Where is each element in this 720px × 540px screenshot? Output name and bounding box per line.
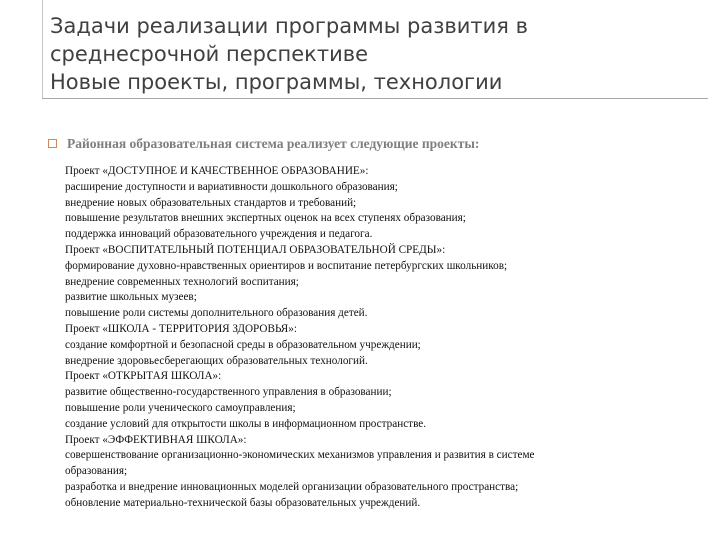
list-item: создание комфортной и безопасной среды в образовательном учреждении; xyxy=(65,338,421,351)
slide-title xyxy=(50,12,690,96)
list-item: внедрение здоровьесберегающих образовательных технологий. xyxy=(65,354,368,367)
list-item: обновление материально-технической базы образовательных учреждений. xyxy=(65,496,421,509)
list-item: внедрение современных технологий воспитания; xyxy=(65,275,299,288)
slide-subtitle: Районная образовательная система реализует следующие проекты: xyxy=(67,136,480,151)
project-list xyxy=(65,164,715,512)
list-item: расширение доступности и вариативности дошкольного образования; xyxy=(65,180,398,193)
title-line-1: Задачи реализации программы развития в xyxy=(50,14,528,38)
project-heading: Проект «ОТКРЫТАЯ ШКОЛА»: xyxy=(65,370,222,383)
list-item: развитие школьных музеев; xyxy=(65,291,197,304)
list-item: формирование духовно-нравственных ориентиров и воспитание петербургских школьников; xyxy=(65,259,508,272)
list-item: разработка и внедрение инновационных моделей организации образовательного пространства; xyxy=(65,480,519,493)
title-line-2: среднесрочной перспективе xyxy=(50,42,369,66)
project-heading: Проект «ЭФФЕКТИВНАЯ ШКОЛА»: xyxy=(65,433,247,446)
list-item: совершенствование организационно-экономических механизмов управления и развития в системе xyxy=(65,449,535,462)
project-heading: Проект «ДОСТУПНОЕ И КАЧЕСТВЕННОЕ ОБРАЗОВАНИЕ»: xyxy=(65,165,369,177)
list-item: повышение роли ученического самоуправления; xyxy=(65,401,296,414)
title-line-3: Новые проекты, программы, технологии xyxy=(50,70,503,94)
list-item: поддержка инноваций образовательного учреждения и педагога. xyxy=(65,228,373,241)
list-item: внедрение новых образовательных стандартов и требований; xyxy=(65,196,357,209)
project-heading: Проект «ВОСПИТАТЕЛЬНЫЙ ПОТЕНЦИАЛ ОБРАЗОВАТЕЛЬНОЙ СРЕДЫ»: xyxy=(65,243,446,256)
list-item: повышение роли системы дополнительного образования детей. xyxy=(65,307,368,320)
list-item: образования; xyxy=(65,465,128,478)
list-item: повышение результатов внешних экспертных оценок на всех ступенях образования; xyxy=(65,212,466,225)
square-bullet-icon xyxy=(48,139,57,148)
title-divider xyxy=(42,98,708,99)
list-item: развитие общественно-государственного управления в образовании; xyxy=(65,386,392,399)
list-item: создание условий для открытости школы в информационном пространстве. xyxy=(65,417,427,430)
title-divider-vertical xyxy=(42,0,43,98)
project-heading: Проект «ШКОЛА - ТЕРРИТОРИЯ ЗДОРОВЬЯ»: xyxy=(65,322,297,335)
